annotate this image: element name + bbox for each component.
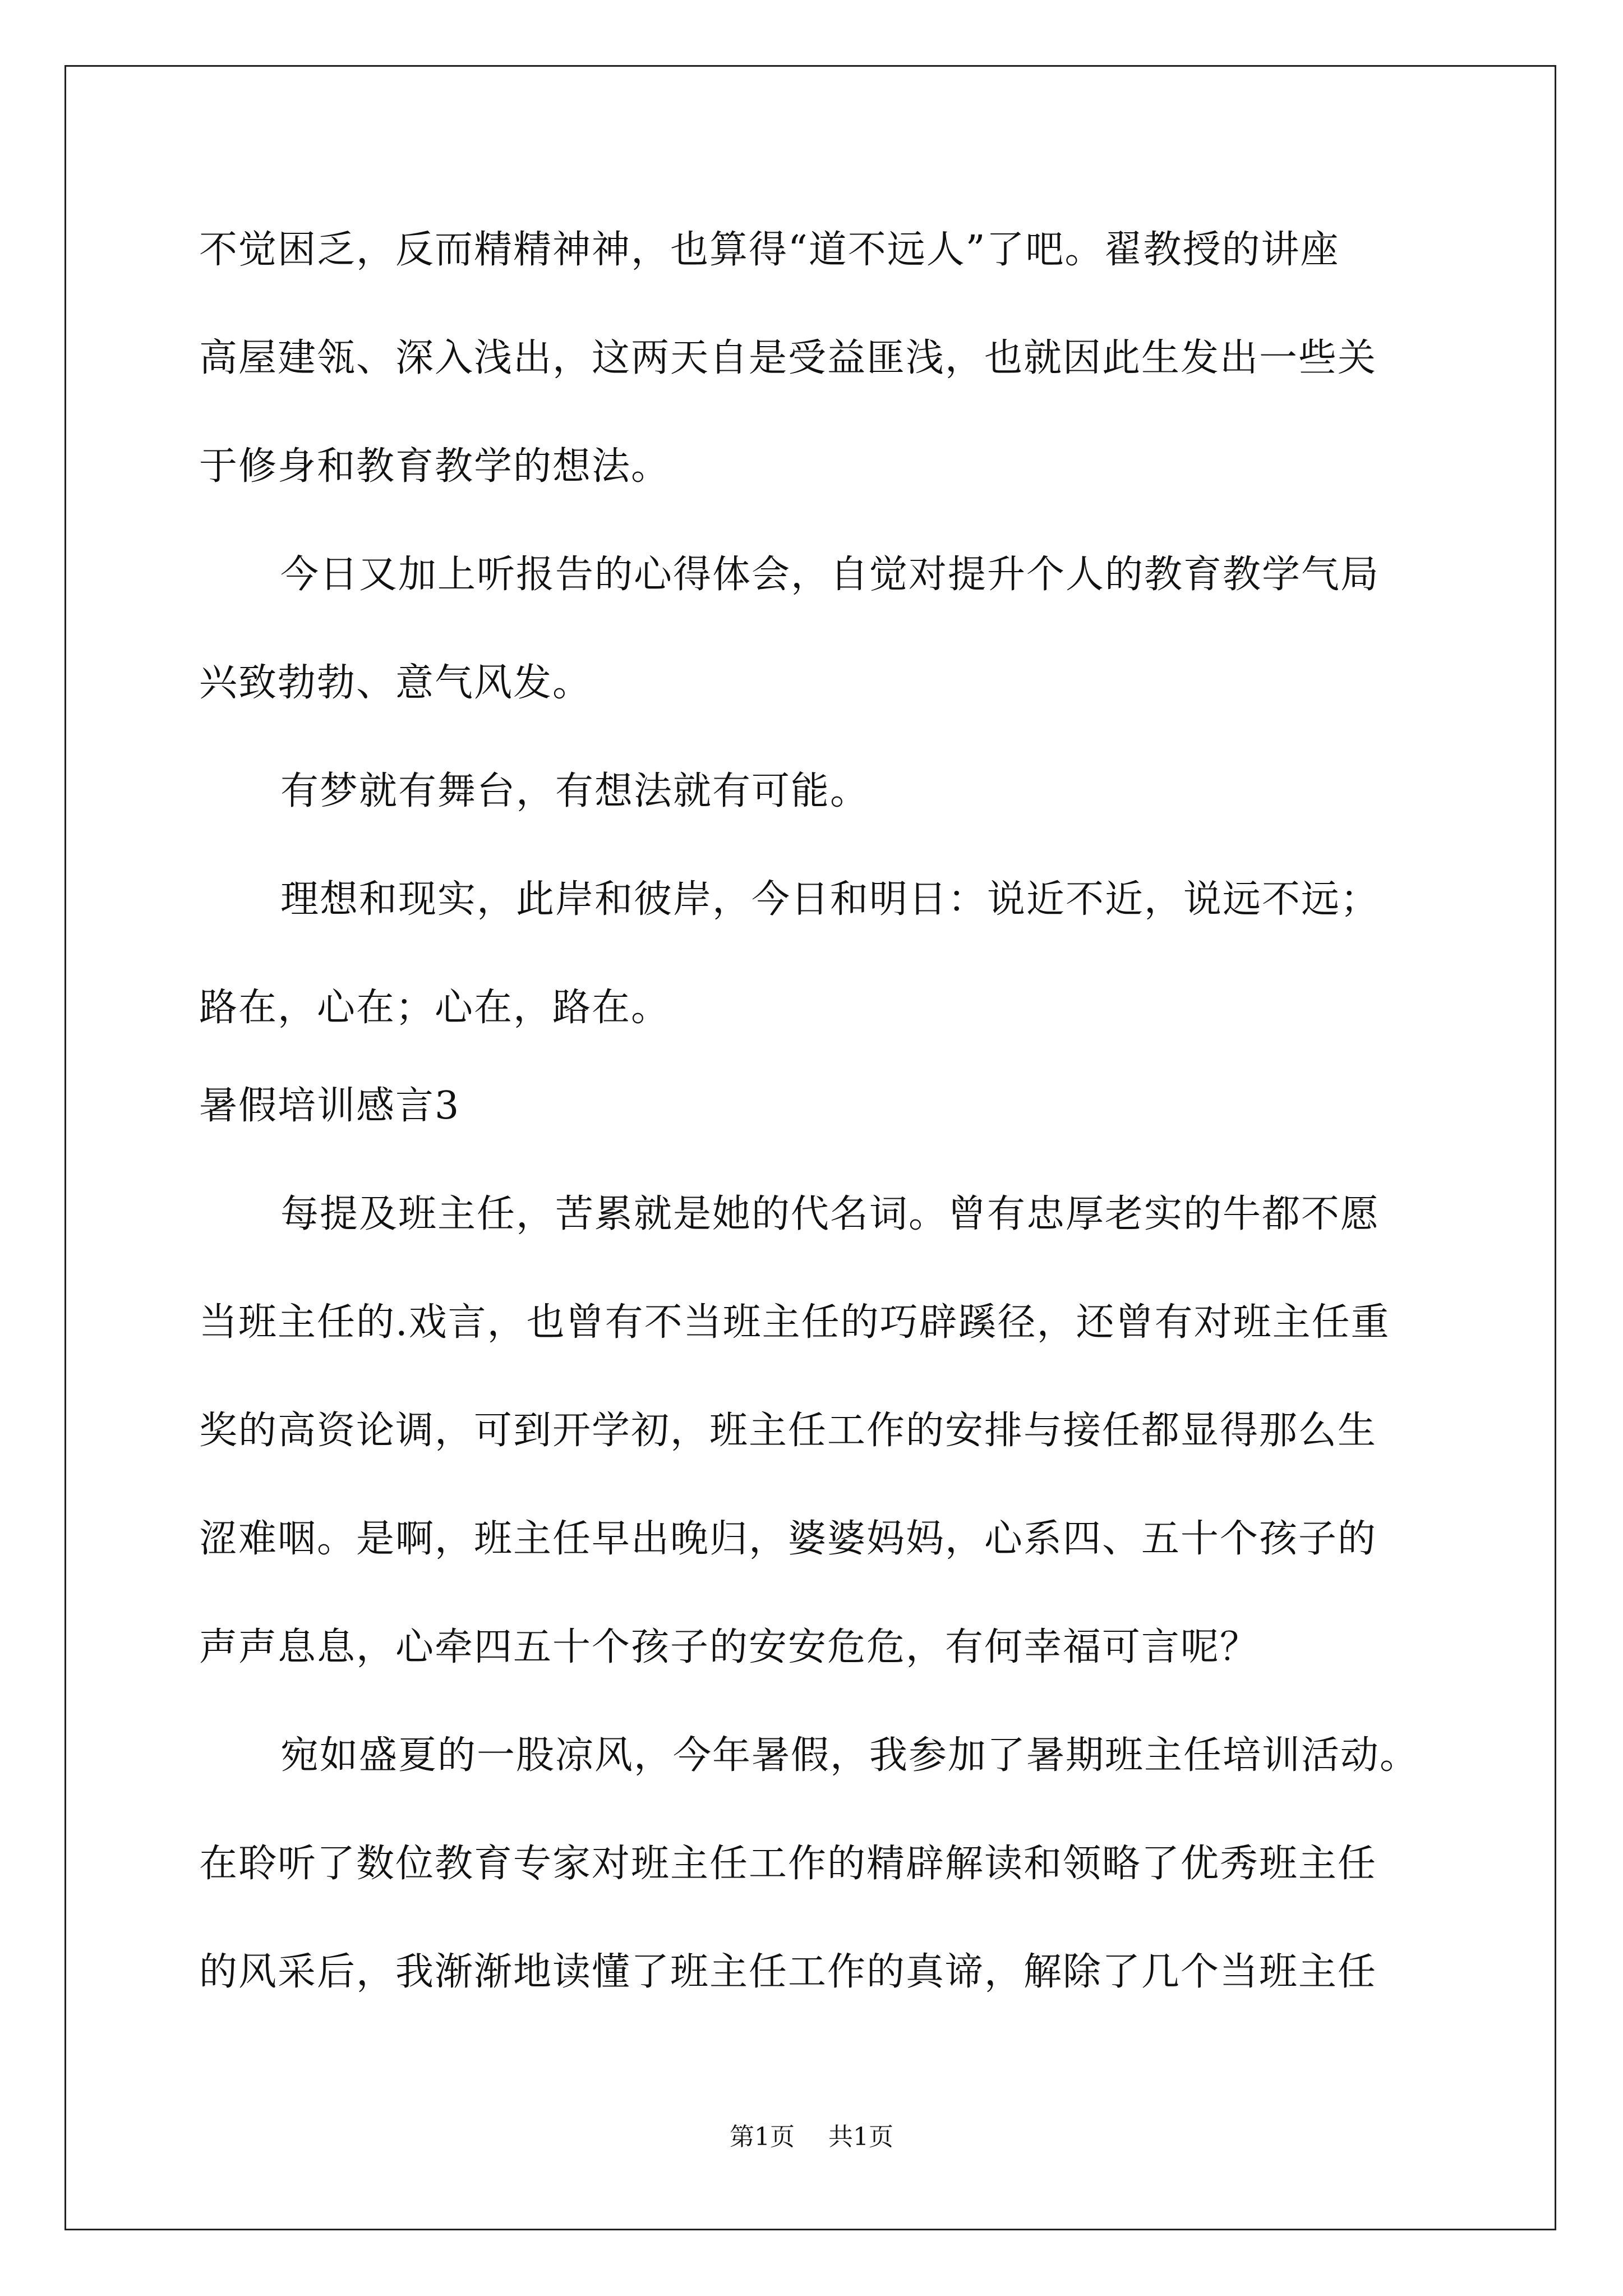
page-border — [64, 65, 1556, 2230]
paragraph-line: 理想和现实，此岸和彼岸，今日和明日：说近不近，说远不远； — [280, 877, 1380, 922]
paragraph-line: 路在，心在；心在，路在。 — [199, 986, 671, 1030]
section-heading: 暑假培训感言3 — [199, 1084, 460, 1128]
paragraph-line: 涩难咽。是啊，班主任早出晚归，婆婆妈妈，心系四、五十个孩子的 — [199, 1517, 1377, 1561]
page-footer — [0, 2125, 1623, 2150]
paragraph-line: 在聆听了数位教育专家对班主任工作的精辟解读和领略了优秀班主任 — [199, 1842, 1377, 1886]
paragraph-line: 有梦就有舞台，有想法就有可能。 — [280, 769, 870, 813]
paragraph-line: 每提及班主任，苦累就是她的代名词。曾有忠厚老实的牛都不愿 — [280, 1192, 1380, 1236]
paragraph-line: 今日又加上听报告的心得体会，自觉对提升个人的教育教学气局 — [280, 553, 1380, 597]
paragraph-line: 不觉困乏，反而精精神神，也算得“道不远人”了吧。翟教授的讲座 — [199, 228, 1340, 272]
paragraph-line: 宛如盛夏的一股凉风，今年暑假，我参加了暑期班主任培训活动。 — [280, 1733, 1419, 1778]
page-total: 共1页 — [828, 2123, 893, 2151]
paragraph-line: 当班主任的.戏言，也曾有不当班主任的巧辟蹊径，还曾有对班主任重 — [199, 1300, 1390, 1345]
paragraph-line: 奖的高资论调，可到开学初，班主任工作的安排与接任都显得那么生 — [199, 1409, 1377, 1453]
paragraph-line: 于修身和教育教学的想法。 — [199, 444, 671, 489]
paragraph-line: 声声息息，心牵四五十个孩子的安安危危，有何幸福可言呢？ — [199, 1625, 1260, 1669]
paragraph-line: 的风采后，我渐渐地读懂了班主任工作的真谛，解除了几个当班主任 — [199, 1950, 1377, 1994]
paragraph-line: 兴致勃勃、意气风发。 — [199, 661, 592, 705]
page-number: 第1页 — [730, 2123, 795, 2151]
paragraph-line: 高屋建瓴、深入浅出，这两天自是受益匪浅，也就因此生发出一些关 — [199, 336, 1377, 380]
